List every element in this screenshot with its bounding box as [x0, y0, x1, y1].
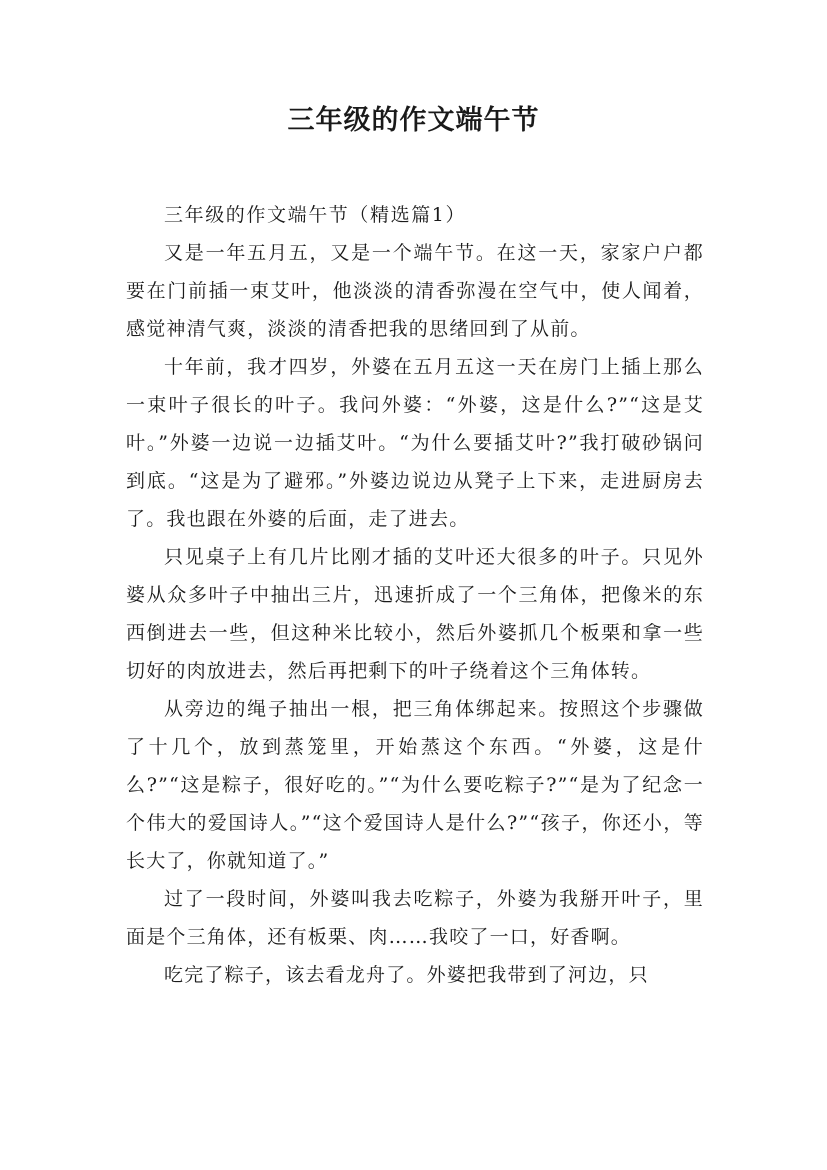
paragraph: 又是一年五月五，又是一个端午节。在这一天，家家户户都要在门前插一束艾叶，他淡淡的清香弥漫在空气中，使人闻着，感觉神清气爽，淡淡的清香把我的思绪回到了从前。 [126, 242, 704, 340]
document-title: 三年级的作文端午节 [287, 105, 540, 136]
paragraph: 只见桌子上有几片比刚才插的艾叶还大很多的叶子。只见外婆从众多叶子中抽出三片，迅速折成了一个三角体，把像米的东西倒进去一些，但这种米比较小，然后外婆抓几个板栗和拿一些切好的肉放进去，然后再把剩下的叶子绕着这个三角体转。 [126, 546, 704, 682]
section-heading: 三年级的作文端午节（精选篇1） [164, 204, 467, 226]
paragraph: 过了一段时间，外婆叫我去吃粽子，外婆为我掰开叶子，里面是个三角体，还有板栗、肉……我咬了一口，好香啊。 [126, 888, 704, 948]
paragraph: 从旁边的绳子抽出一根，把三角体绑起来。按照这个步骤做了十几个，放到蒸笼里，开始蒸这个东西。“外婆，这是什么?”“这是粽子，很好吃的。”“为什么要吃粽子?”“是为了纪念一个伟大的爱国诗人。”“这个爱国诗人是什么?”“孩子，你还小，等长大了，你就知道了。” [126, 698, 704, 872]
document-body [126, 196, 704, 994]
paragraph: 吃完了粽子，该去看龙舟了。外婆把我带到了河边，只 [164, 964, 649, 986]
paragraph: 十年前，我才四岁，外婆在五月五这一天在房门上插上那么一束叶子很长的叶子。我问外婆：“外婆，这是什么?”“这是艾叶。”外婆一边说一边插艾叶。“为什么要插艾叶?”我打破砂锅问到底。“这是为了避邪。”外婆边说边从凳子上下来，走进厨房去了。我也跟在外婆的后面，走了进去。 [126, 356, 704, 530]
